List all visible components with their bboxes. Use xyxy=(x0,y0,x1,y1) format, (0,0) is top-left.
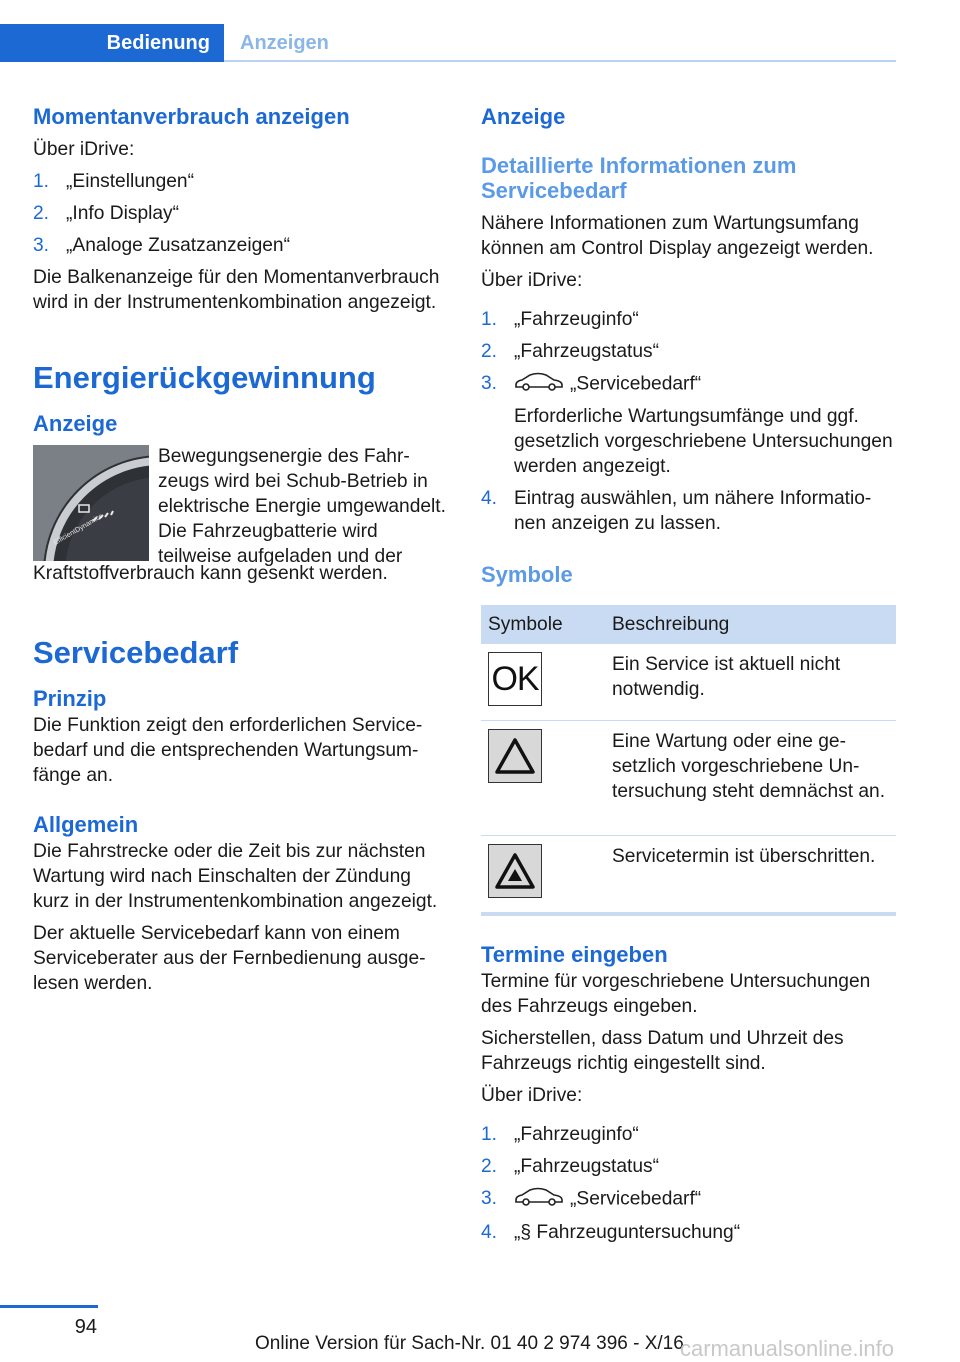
svg-text:EfficientDynamics: EfficientDynamics xyxy=(52,512,105,547)
section-title-anzeige-right: Anzeige xyxy=(481,104,566,129)
table-header-cell: Beschreibung xyxy=(605,605,896,644)
symbol-table xyxy=(481,605,896,916)
table-cell: Eine Wartung oder eine gesetzlich vorgeschriebene Untersuchung steht demnächst an. xyxy=(605,721,896,836)
paragraph: Über iDrive: xyxy=(33,139,135,160)
list-item: 2. „Info Display“ xyxy=(33,203,180,224)
section-title-momentanverbrauch: Momentanverbrauch anzeigen xyxy=(33,104,350,129)
paragraph: Sicherstellen, dass Datum und Uhrzeit des Fahrzeugs richtig eingestellt sind. xyxy=(481,1028,844,1074)
watermark: carmanualsonline.info xyxy=(680,1336,895,1361)
list-item: 4. Eintrag auswählen, um nähere Informationen anzeigen zu lassen. xyxy=(481,488,872,534)
paragraph: Der aktuelle Servicebedarf kann von einem Serviceberater aus der Fernbedienung ausgelesen werden. xyxy=(33,923,426,994)
warning-triangle-filled-icon xyxy=(488,844,542,898)
section-title-prinzip: Prinzip xyxy=(33,686,107,711)
paragraph: Die Funktion zeigt den erforderlichen Servicebedarf und die entsprechenden Wartungsumfänge an. xyxy=(33,715,423,786)
page-number: 94 xyxy=(74,1316,97,1338)
subsection-title-detaillierte-informationen: Detaillierte Informationen zum Servicebedarf xyxy=(481,153,797,203)
left-column xyxy=(33,103,448,996)
footer-divider xyxy=(0,1305,98,1308)
list-item: 1. „Fahrzeuginfo“ xyxy=(481,309,639,330)
paragraph: Nähere Informationen zum Wartungsumfang können am Control Display angezeigt werden. xyxy=(481,213,874,259)
table-cell xyxy=(481,644,605,721)
header-divider xyxy=(224,60,896,62)
table-row xyxy=(481,836,896,915)
list-item: 1. „Einstellungen“ xyxy=(33,171,194,192)
section-title-termine-eingeben: Termine eingeben xyxy=(481,942,668,967)
list-item: 3. „Analoge Zusatzanzeigen“ xyxy=(33,235,290,256)
tab-bedienung[interactable]: Bedienung xyxy=(0,24,224,62)
list-item: 3. „Servicebedarf“ xyxy=(481,1186,896,1213)
table-cell xyxy=(481,721,605,836)
list-item: 1. „Fahrzeuginfo“ xyxy=(481,1124,639,1145)
right-column xyxy=(481,103,896,1245)
list-item: 2. „Fahrzeugstatus“ xyxy=(481,341,660,362)
energie-block xyxy=(33,445,448,567)
subsection-title-symbole: Symbole xyxy=(481,562,573,587)
paragraph: Die Fahrstrecke oder die Zeit bis zur nächsten Wartung wird nach Einschalten der Zündung kurz in der Instrumentenkombination angezeigt. xyxy=(33,841,438,912)
table-row xyxy=(481,721,896,836)
tab-anzeigen[interactable]: Anzeigen xyxy=(240,32,329,54)
warning-triangle-icon xyxy=(488,729,542,783)
section-title-allgemein: Allgemein xyxy=(33,812,139,837)
step-list xyxy=(481,307,896,536)
chapter-title-servicebedarf: Servicebedarf xyxy=(33,635,239,670)
paragraph: Über iDrive: xyxy=(481,1085,583,1106)
instrument-gauge-image xyxy=(33,445,149,561)
step-list xyxy=(33,169,448,258)
list-item: 4. „§ Fahrzeuguntersuchung“ xyxy=(481,1222,741,1243)
table-cell: Servicetermin ist überschritten. xyxy=(605,836,896,915)
footer-note: Online Version für Sach-Nr. 01 40 2 974 396 - X/16 xyxy=(255,1333,684,1354)
step-list xyxy=(481,1122,896,1245)
table-row xyxy=(481,644,896,721)
table-header-cell: Symbole xyxy=(481,605,605,644)
list-item: 3. „Servicebedarf“ Erforderliche Wartungsumfänge und ggf. gesetzlich vorgeschriebene Untersuchungen werden angezeigt. xyxy=(481,371,896,479)
table-header-row xyxy=(481,605,896,644)
car-service-icon xyxy=(514,1186,564,1213)
table-cell xyxy=(481,836,605,915)
chapter-title-energierueckgewinnung: Energierückgewinnung xyxy=(33,360,376,395)
paragraph: Termine für vorgeschriebene Untersuchungen des Fahrzeugs eingeben. xyxy=(481,971,871,1017)
section-title-anzeige: Anzeige xyxy=(33,411,118,436)
paragraph: Die Balkenanzeige für den Momentanverbrauch wird in der Instrumentenkombination angezeigt. xyxy=(33,267,440,313)
paragraph: Kraftstoffverbrauch kann gesenkt werden. xyxy=(33,563,388,584)
step-note: Erforderliche Wartungsumfänge und ggf. gesetzlich vorgeschriebene Untersuchungen werden angezeigt. xyxy=(514,406,893,477)
list-item: 2. „Fahrzeugstatus“ xyxy=(481,1156,660,1177)
table-cell: Ein Service ist aktuell nicht notwendig. xyxy=(605,644,896,721)
ok-icon: OK xyxy=(488,652,542,706)
paragraph: Über iDrive: xyxy=(481,270,583,291)
paragraph: Bewegungsenergie des Fahrzeugs wird bei Schub-Betrieb in elektrische Energie umgewandelt. Die Fahrzeugbatterie wird teilweise aufgeladen und der xyxy=(158,446,446,567)
car-service-icon xyxy=(514,371,564,398)
